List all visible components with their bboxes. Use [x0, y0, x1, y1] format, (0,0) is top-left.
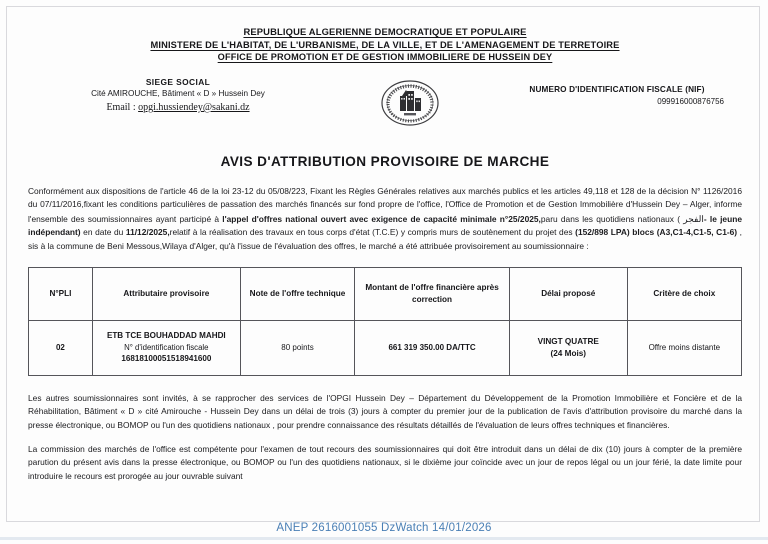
institutional-header [28, 26, 742, 64]
table-header-row [29, 267, 742, 320]
email-link[interactable]: opgi.hussiendey@sakani.dz [138, 101, 250, 113]
project-designation: (152/898 LPA) blocs (A3,C1-4,C1-5, C1-6) [575, 227, 738, 238]
document-inner [14, 8, 756, 483]
header-line-ministry: MINISTERE DE L'HABITAT, DE L'URBANISME, DE LA VILLE, ET DE L'AMENAGEMENT DE TERRETOIRE [150, 39, 620, 50]
cell-attributaire [92, 320, 240, 375]
publication-date: 11/12/2025, [125, 227, 170, 238]
intro-text-4: relatif à la réalisation des travaux en tous corps d'état (T.C.E) y compris murs de soutènement du projet des [169, 227, 576, 238]
intro-text-5: , sis à la commune de Beni Messous,Wilaya d'Alger, qu'à l'issue de l'évaluation des offres, le marché a été attribuée provisoirement au soumissionnaire : [28, 227, 743, 252]
header-line-republic: REPUBLIQUE ALGERIENNE DEMOCRATIQUE ET POPULAIRE [243, 26, 527, 37]
intro-text-3: en date du [80, 227, 126, 238]
attributaire-company-name: ETB TCE BOUHADDAD MAHDI [106, 331, 226, 341]
table-row [29, 320, 742, 375]
siege-email-line [28, 101, 328, 116]
cell-proposed-delay [509, 320, 627, 375]
siege-address: Cité AMIROUCHE, Bâtiment « D » Hussein Dey [91, 88, 265, 98]
th-selection-criteria: Critère de choix [627, 267, 741, 320]
newspaper-name-arabic: الفجر [683, 213, 704, 224]
cell-selection-criteria: Offre moins distante [627, 320, 741, 375]
delay-months: (24 Mois) [550, 348, 587, 358]
header-line-office: OFFICE DE PROMOTION ET DE GESTION IMMOBILIERE DE HUSSEIN DEY [217, 52, 553, 63]
opgi-seal-logo [373, 78, 447, 128]
siege-social-label: SIEGE SOCIAL [145, 76, 211, 87]
email-label: Email : [106, 101, 139, 113]
attributaire-id-label: N° d'identification fiscale [124, 343, 209, 353]
bidders-notice-paragraph: Les autres soumissionnaires sont invités, à se rapprocher des services de l'OPGI Hussein Dey – Département du Développement de la Promotion Immobilière et Foncière et de la Réhabilitation, Bâtiment « D » cité Amirouche - Hussein Dey dans un délai de trois (3) jours à compter du premier jour de la publication de l'avis d'attribution provisoire du marché dans la presse électronique, ou BOMOP ou l'un des quotidiens nationaux , pour prendre connaissance des résultats détaillés de l'évaluation de leurs offres techniques et financières. [28, 392, 742, 430]
appeal-commission-paragraph: La commission des marchés de l'office est compétente pour l'examen de tout recours des soumissionnaires qui doit être introduit dans un délai de dix (10) jours à compter de la première parution du présent avis dans la presse électronique, ou BOMOP ou l'un des quotidiens nationaux, si le dixième jour coïncide avec un jour de repos légal ou un jour férié, la date limite pour introduire le recours est prorogée au jour ouvrable suivant [28, 443, 742, 481]
intro-text-2: paru dans les quotidiens nationaux ( [540, 213, 684, 224]
attributaire-id-value: 16818100051518941600 [121, 354, 212, 364]
identity-block [28, 76, 742, 128]
anep-footer: ANEP 2616001055 DzWatch 14/01/2026 [276, 522, 492, 534]
footer-rule [0, 537, 768, 540]
newspaper-name-french: - le jeune indépendant) [28, 213, 742, 238]
page-title: AVIS D'ATTRIBUTION PROVISOIRE DE MARCHE [220, 153, 550, 169]
intro-text-1: Conformément aux dispositions de l'article 46 de la loi 23-12 du 05/08/223, Fixant les Règles Générales relatives aux marchés publics et les articles 49,118 et 128 de la décision N° 1126/2016 du 07/11/2016,fixant les conditions particulières de passation des marchés financés sur fond propre de l'office, l'Office de Promotion et de Gestion Immobilière d'Hussein Dey – Alger, informe l'ensemble des soumissionnaires ayant participé à [28, 185, 742, 224]
cell-technical-note: 80 points [240, 320, 354, 375]
nif-value: 099916000876756 [657, 96, 724, 106]
th-financial-amount: Montant de l'offre financière après correction [355, 267, 510, 320]
intro-paragraph [28, 185, 742, 254]
cell-pli-number: 02 [29, 320, 93, 375]
th-proposed-delay: Délai proposé [509, 267, 627, 320]
th-pli-number: N°PLI [29, 267, 93, 320]
intro-tender-reference: l'appel d'offres national ouvert avec exigence de capacité minimale n°25/2025, [222, 213, 541, 224]
award-table [28, 267, 742, 376]
cell-financial-amount: 661 319 350.00 DA/TTC [355, 320, 510, 375]
th-technical-note: Note de l'offre technique [240, 267, 354, 320]
delay-words: VINGT QUATRE [537, 336, 599, 346]
registered-office-block [28, 76, 328, 116]
fiscal-id-block [492, 84, 742, 108]
nif-label: NUMERO D'IDENTIFICATION FISCALE (NIF) [529, 84, 705, 94]
th-attributaire: Attributaire provisoire [92, 267, 240, 320]
